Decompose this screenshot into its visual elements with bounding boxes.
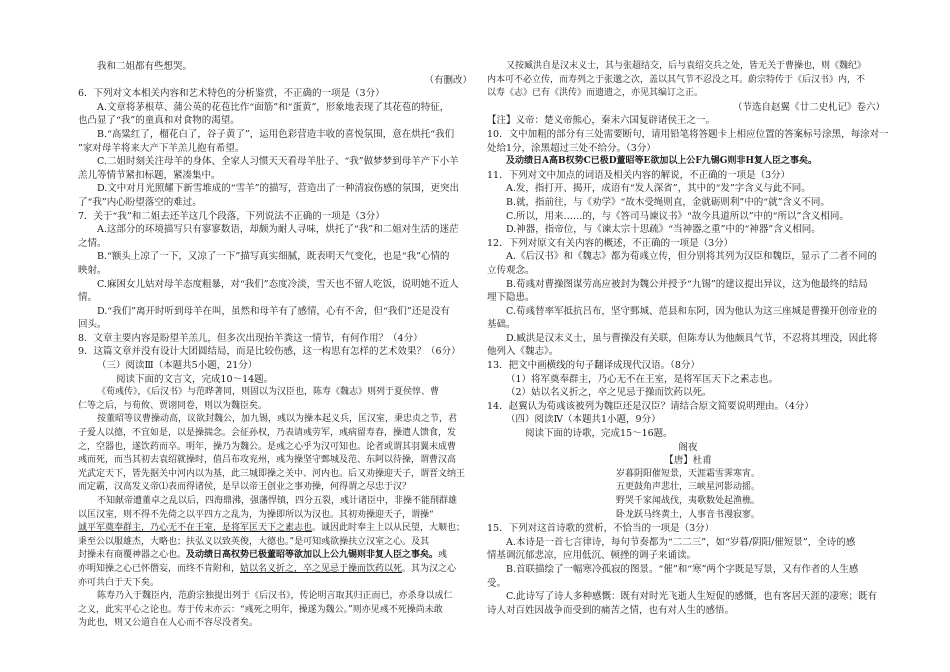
question-12: 12．下列对原文有关内容的概述，不正确的一项是（3分） bbox=[487, 237, 734, 249]
option-11c: C.所以，用来……的，与《答司马谏议书》“故今具道所以”中的“所以”含义相同。 bbox=[506, 210, 849, 222]
source-note: （有删改） bbox=[424, 74, 472, 86]
left-column bbox=[78, 60, 476, 631]
question-13: 13．把文中画横线的句子翻译成现代汉语。（8分） bbox=[487, 360, 700, 372]
question-6: 6．下列对文本相关内容和艺术特色的分析鉴赏，不正确的一项是（3分） bbox=[78, 88, 385, 100]
option-7b-cont: 映射。 bbox=[78, 264, 107, 276]
question-10-sentence: 及动绩日A高B权势C已极D董昭等E欲加以上公F九锡G则非H复人臣之事矣。 bbox=[506, 156, 817, 167]
option-7a: A.这部分的环境描写只有寥寥数语，却颇为耐人寻味，烘托了“我”和二姐对生活的迷茫 bbox=[97, 224, 459, 236]
section-4-instruction: 阅读下面的诗歌，完成15～16题。 bbox=[525, 428, 673, 440]
passage-line: 秉至公以服雄杰，大略也；扶弘义以致英俊，大德也。”是可知彧欲操扶立汉室之心。及其 bbox=[78, 536, 430, 547]
underlined-sentence-2: 姑以名义折之，卒之见忌于操而饮药以死 bbox=[240, 563, 403, 574]
passage-source: （节选自赵翼《廿二史札记》卷六） bbox=[732, 101, 885, 113]
section-3-heading: （三）阅读Ⅲ（本题共5小题，21分） bbox=[97, 360, 258, 372]
option-15c: C.此诗写了诗人多种感慨：既有对时光飞逝人生短促的感慨，也有客居天涯的凄寒；既有 bbox=[506, 591, 877, 603]
question-11: 11．下列对文中加点的词语及相关内容的解说，不正确的一项是（3分） bbox=[487, 169, 791, 181]
option-6d: D.文中对月光照耀下新雪堆成的“雪羊”的描写，营造出了一种清寂伤感的氛围，更突出 bbox=[97, 183, 460, 195]
passage-text: 彧 bbox=[438, 550, 448, 561]
option-15c-cont: 诗人对百姓因战争而受到的痛苦之情，也有对人生的感悟。 bbox=[487, 604, 735, 616]
option-6c: C.二姐时刻关注母羊的身体、全家人习惯天天看母羊肚子、“我”做梦梦到母羊产下小羊 bbox=[97, 156, 459, 168]
section-4-heading: （四）阅读Ⅳ（本题共1小题，9分） bbox=[506, 414, 661, 426]
question-9: 9．这篇文章并没有设计大团圆结局，而是比较伤感，这一构思有怎样的艺术效果？（6分） bbox=[78, 346, 461, 358]
option-6c-cont: 羔儿等情节紧扣标题，紧凑集中。 bbox=[78, 169, 221, 181]
option-11b: B.就，指前往，与《劝学》“故木受绳则直，金就砺则利”中的“就”含义不同。 bbox=[506, 196, 830, 208]
passage-line: 彧而死，而当其初去袁绍就操时，值吕布攻兖州，彧为操坚守鄄城及范、东阿以待操，谓曹汉高 bbox=[78, 455, 457, 466]
option-15a-cont: 情基调沉郁悲凉，应用低沉、顿挫的调子来诵读。 bbox=[487, 550, 697, 562]
text-line: 我和二姐都有些想哭。 bbox=[97, 61, 193, 72]
option-15b: B.首联描绘了一幅寒冷孤寂的图景。“催”和“寒”两个字既是写景，又有作者的人生感 bbox=[506, 563, 859, 575]
option-12b-cont: 埋下隐患。 bbox=[487, 292, 535, 304]
passage-text: 。其为汉之心 bbox=[402, 563, 457, 574]
question-13-item-2: （2）姑以名义折之，卒之见忌于操而饮药以死。 bbox=[506, 387, 712, 399]
passage-text: 封操未有商覆神器之心也。 bbox=[78, 550, 187, 561]
option-12a: A.《后汉书》和《魏志》都为荀彧立传，但分别将其列为汉臣和魏臣，显示了二者不同的 bbox=[506, 251, 877, 263]
passage-line: 《荀彧传》，《后汉书》与范晔著同，则固以为汉臣也，陈寿《魏志》则列于夏侯惇、曹 bbox=[97, 387, 440, 398]
option-7d-cont: 回头。 bbox=[78, 319, 107, 331]
option-6b: B.“高粱红了，榴花白了，谷子黄了”，运用色彩营造丰收的喜悦氛围，意在烘托“我们 bbox=[97, 128, 455, 140]
passage-line: 不知献帝遭董卓之乱以后，四海鼎沸，强藩悍镇，四分五裂，彧计诸臣中，非操不能削群雄 bbox=[97, 496, 458, 506]
option-15b-cont: 受。 bbox=[487, 577, 507, 589]
passage-line bbox=[78, 549, 476, 563]
question-15: 15．下列对这首诗歌的赏析，不恰当的一项是（3分） bbox=[487, 523, 715, 535]
passage-line: 之义，此实平心之论也。寿于传末亦云：“彧死之明年，操遂为魏公。”则亦见彧不死操尚未敢 bbox=[78, 604, 443, 615]
passage-line: 按董昭等议曹操动高，议欲封魏公，加九锡，彧以为操本起义兵，匡汉室，秉忠贞之节，君 bbox=[97, 414, 458, 425]
passage-line: 以匡汉室，则不得不先倚之以平四方之乱为，为操即所以为汉也。其初劝操迎天子，谓操“ bbox=[78, 509, 434, 520]
passage-line bbox=[78, 563, 476, 577]
passage-line: 光武定天下，皆先据关中河内以为基，此三城即操之关中、河内也。后又劝操迎天子，谓晋文纳王 bbox=[78, 468, 466, 479]
passage-text: 。诚因此时奉主上以从民望，大顺也； bbox=[312, 523, 466, 534]
bold-sentence: 及动绩日高权势已极董昭等欲加以上公九锡则非复人臣之事矣。 bbox=[186, 550, 439, 561]
option-12c: C.荀彧替率军抵抗吕布，坚守鄄城、范县和东阿，因为他认为这三座城是曹操开创帝业的 bbox=[506, 305, 877, 317]
option-7c: C.麻困女儿姑对母羊态度粗暴，对“我们”态度冷淡，雪天也不留人吃饭，说明她不近人 bbox=[97, 278, 459, 290]
option-11d: D.神器，指帝位，与《谏太宗十思疏》“当神器之重”中的“神器”含义相同。 bbox=[506, 224, 821, 236]
option-7d: D.“我们”离开时听到母羊在叫，虽然和母羊有了感情，心有不舍，但“我们”还是没有 bbox=[97, 305, 450, 317]
question-13-item-1: （1）将军奠奉群主，乃心无不在王室，是将军匡天下之素志也。 bbox=[506, 373, 779, 385]
passage-line: 为此也，则又公道自在人心而不容尽没者矣。 bbox=[78, 618, 259, 629]
option-7a-cont: 之情。 bbox=[78, 237, 107, 249]
option-7b: B.“额头上凉了一下，又凉了一下”描写真实细腻，既表明天气变化，也是“我”心情的 bbox=[97, 251, 450, 263]
section-3-instruction: 阅读下面的文言文，完成10～14题。 bbox=[116, 373, 274, 385]
option-6b-cont: ”家对母羊将来大产下羊羔儿抱有希望。 bbox=[78, 142, 245, 154]
passage-line: 之，空器也，遂饮药而卒。明年，操乃为魏公。是彧之心乎为汉可知也。论者或谓其羽翼未成曹 bbox=[78, 441, 457, 452]
poem-title: 阁夜 bbox=[678, 441, 698, 453]
option-11a: A.发，指打开、揭开，成语有“发人深省”，其中的“发”字含义与此不同。 bbox=[506, 183, 811, 195]
option-6d-cont: 了“我”内心盼望落空的难过。 bbox=[78, 196, 202, 208]
option-12b: B.荀彧对曹操图谋劳高应被封为魏公并授予“九锡”的建议提出异议，这为他最终的结局 bbox=[506, 278, 868, 290]
passage-line: 仁等之后，与荀攸、贾诩同卷，则以为魏臣矣。 bbox=[78, 400, 268, 411]
question-14: 14．赵翼认为荀彧该被列为魏臣还是汉臣？请结合原文简要说明理由。（4分） bbox=[487, 400, 814, 412]
poem-line: 卧龙跃马终黄土，人事音书漫寂寥。 bbox=[615, 509, 760, 520]
passage-line: 又按臧洪自是汉末义士，其与张超结交，后与袁绍交兵之处，皆无关于曹操也，则《魏纪》 bbox=[506, 61, 867, 71]
passage-line: 内本可不必立传，而寿列之于张邈之次，盖以其气节不忍没之耳。蔚宗特传于《后汉书》内，不 bbox=[487, 74, 866, 85]
poem-line: 五更鼓角声悲壮，三峡星河影动摇。 bbox=[615, 482, 760, 493]
poem-line: 岁暮阴阳催短景，天涯霜雪霁寒宵。 bbox=[615, 468, 760, 479]
poem-line: 野哭千家闻战伐，夷歌数处起渔樵。 bbox=[615, 496, 760, 506]
passage-line bbox=[78, 522, 476, 536]
option-6a: A.文章将茅根草、蒲公英的花苞比作“面筋”和“蛋黄”，形象地表现了其花苞的特征， bbox=[97, 101, 450, 113]
passage-line: 子爱人以德，不宜如是，以是操揣念。会征孙权，乃表请彧劳军，彧病留寿春，操遣人馈食，发 bbox=[78, 428, 457, 439]
option-12d: D.臧洪是汉末义士，虽与曹操没有关联，但陈寿认为他颇具气节，不忍将其埋没，因此将 bbox=[506, 332, 878, 344]
underlined-sentence-1: 诚平军奠奉群主，乃心无不在王室，是将军匡天下之素志也 bbox=[78, 523, 313, 534]
option-6a-cont: 也凸显了“我”的童真和对食物的渴望。 bbox=[78, 115, 240, 127]
option-7c-cont: 情。 bbox=[78, 292, 98, 304]
passage-line: 以寿《志》已有《洪传》而遗遗之，亦见其编订之正。 bbox=[487, 88, 704, 99]
question-10-cont: 处给1分，涂黑超过三处不给分。（3分） bbox=[487, 142, 656, 154]
passage-line: 亦可共白于天下矣。 bbox=[78, 577, 160, 588]
passage-line: 而定霸，汉高发义帝⑴表而得诸侯，是早以帝王创业之事劝操，何得谓之尽忠于汉？ bbox=[78, 482, 412, 493]
annotation-note: 【注】义帝：楚义帝熊心，秦末六国复辟诸侯王之一。 bbox=[487, 115, 716, 127]
option-15a: A.本诗是一首七言律诗，每句节奏都为“二二三”，如“岁暮/阴阳/催短景”，全诗的感 bbox=[506, 536, 856, 548]
question-7: 7．关于“我”和二姐去还羊这几个段落，下列说法不正确的一项是（3分） bbox=[78, 210, 385, 222]
option-12c-cont: 基础。 bbox=[487, 319, 516, 331]
poem-author: 【唐】杜甫 bbox=[664, 455, 712, 467]
option-12d-cont: 他列入《魏志》。 bbox=[487, 346, 559, 358]
question-8: 8．文章主要内容是盼望羊羔儿，但多次出现抬羊粪这一情节，有何作用？（4分） bbox=[78, 332, 423, 344]
question-10: 10．文中加粗的部分有三处需要断句，请用铅笔将答题卡上相应位置的答案标号涂黑，每涂对一 bbox=[487, 128, 889, 140]
right-column bbox=[487, 60, 889, 617]
passage-text: 亦明知操之心已怀僭妄，而终不肯附和， bbox=[78, 563, 241, 574]
option-12a-cont: 立传观念。 bbox=[487, 264, 535, 276]
passage-line: 陈寿乃入于魏臣内，范蔚宗独提出列于《后汉书》，传论明言取其归正而已，亦杀身以成仁 bbox=[97, 591, 453, 602]
